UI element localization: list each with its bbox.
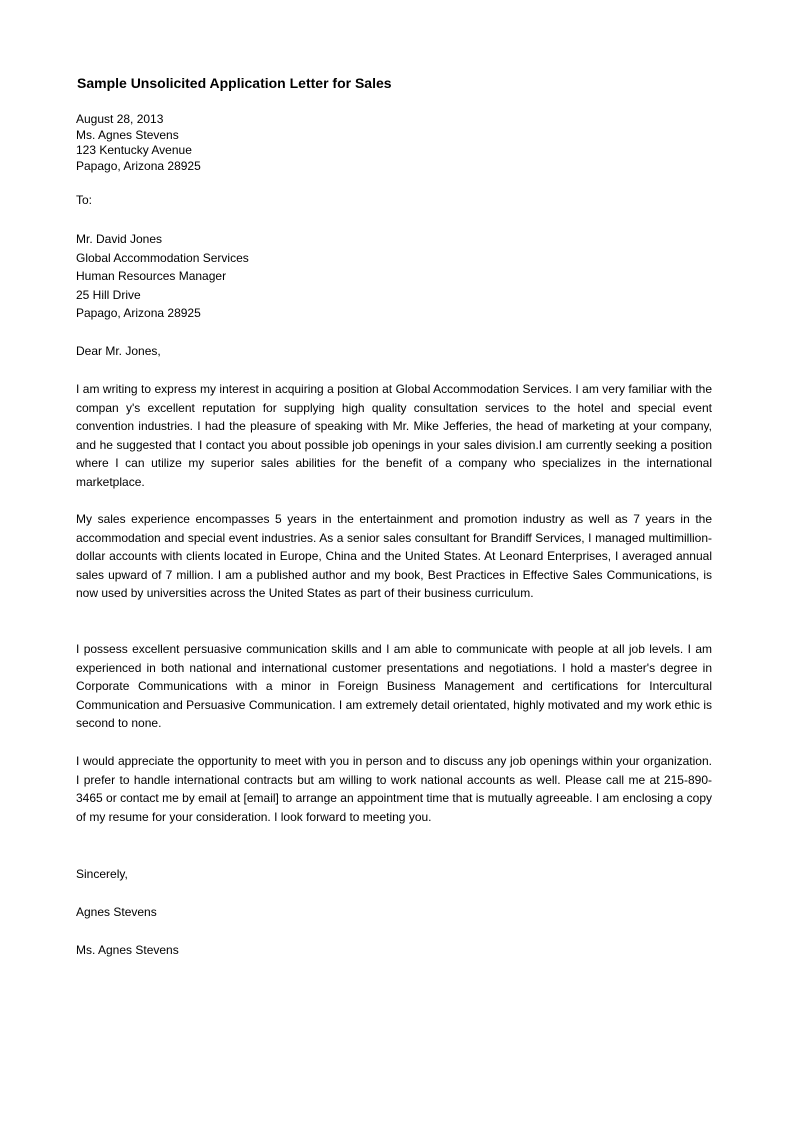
body-paragraph-1: I am writing to express my interest in acquiring a position at Global Accommodation Services. I am very familiar with the compan y's excellent reputation for supplying high quality consultation services to the hotel and special event convention industries. I had the pleasure of speaking with Mr. Mike Jefferies, the head of marketing at your company, and he suggested that I contact you about possible job openings in your sales division.I am currently seeking a position where I can utilize my superior sales abilities for the benefit of a company who specializes in the international marketplace.	[76, 382, 712, 489]
sender-street: 123 Kentucky Avenue	[76, 143, 192, 158]
recipient-city: Papago, Arizona 28925	[76, 306, 201, 321]
recipient-name: Mr. David Jones	[76, 232, 163, 246]
recipient-block	[76, 230, 712, 323]
sender-name: Ms. Agnes Stevens	[76, 127, 179, 142]
recipient-street: 25 Hill Drive	[76, 287, 141, 302]
signature: Agnes Stevens	[76, 905, 157, 919]
letter-date: August 28, 2013	[76, 112, 164, 126]
letter-title: Sample Unsolicited Application Letter for Sales	[77, 75, 392, 91]
to-label: To:	[76, 193, 93, 207]
sender-block	[76, 112, 712, 174]
sender-city: Papago, Arizona 28925	[76, 158, 201, 173]
body-paragraph-2: My sales experience encompasses 5 years in the entertainment and promotion industry as well as 7 years in the accommodation and special event industries. As a senior sales consultant for Brandiff Services, I managed multimillion-dollar accounts with clients located in Europe, China and the United States. At Leonard Enterprises, I averaged annual sales upward of 7 million. I am a published author and my book, Best Practices in Effective Sales Communications, is now used by universities across the United States as part of their business curriculum.	[76, 512, 712, 601]
recipient-company: Global Accommodation Services	[76, 250, 249, 265]
recipient-title: Human Resources Manager	[76, 269, 227, 284]
body-paragraph-4: I would appreciate the opportunity to meet with you in person and to discuss any job openings within your organization. I prefer to handle international contracts but am willing to work national accounts as well. Please call me at 215-890-3465 or contact me by email at [email] to arrange an appointment time that is mutually agreeable. I am enclosing a copy of my resume for your consideration. I look forward to meeting you.	[76, 754, 712, 824]
closing: Sincerely,	[76, 867, 128, 881]
salutation: Dear Mr. Jones,	[76, 344, 161, 358]
body-paragraph-3: I possess excellent persuasive communication skills and I am able to communicate with people at all job levels. I am experienced in both national and international customer presentations and negotiations. I hold a master's degree in Corporate Communications with a minor in Foreign Business Management and certifications for Intercultural Communication and Persuasive Communication. I am extremely detail orientated, highly motivated and my work ethic is second to none.	[76, 642, 712, 731]
printed-name: Ms. Agnes Stevens	[76, 943, 179, 957]
